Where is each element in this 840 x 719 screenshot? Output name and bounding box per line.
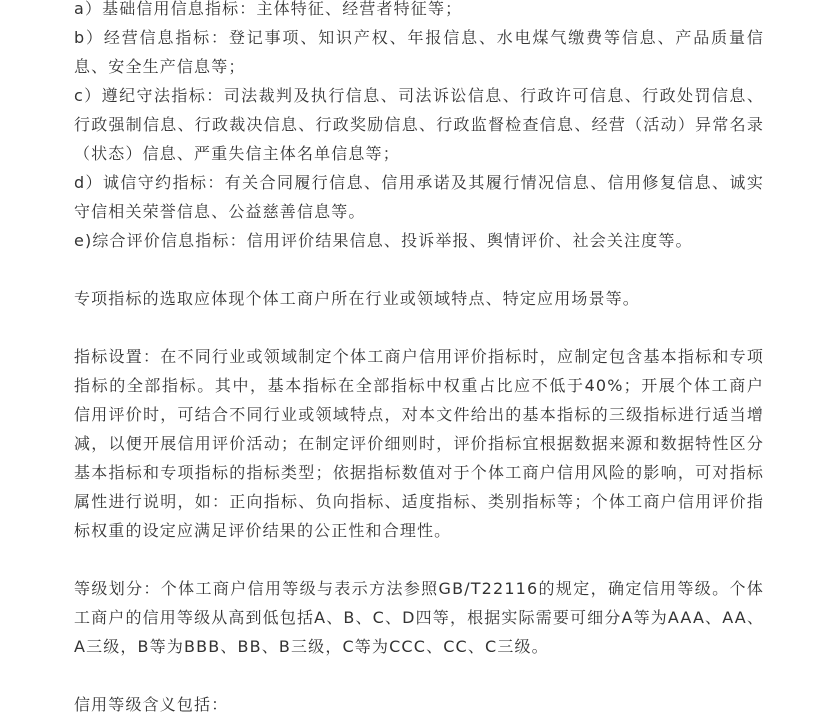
indicator-setting-paragraph: 指标设置：在不同行业或领域制定个体工商户信用评价指标时，应制定包含基本指标和专项指标的全部指标。其中，基本指标在全部指标中权重占比应不低于40%；开展个体工商户信用评价时，可结合不同行业或领域特点，对本文件给出的基本指标的三级指标进行适当增减，以便开展信用评价活动；在制定评价细则时，评价指标宜根据数据来源和数据特性区分基本指标和专项指标的指标类型；依据指标数值对于个体工商户信用风险的影响，可对指标属性进行说明，如：正向指标、负向指标、适度指标、类别指标等；个体工商户信用评价指标权重的设定应满足评价结果的公正性和合理性。	[74, 347, 764, 540]
indicator-item-a: a）基础信用信息指标：主体特征、经营者特征等；	[74, 0, 463, 18]
grade-division-paragraph: 等级划分：个体工商户信用等级与表示方法参照GB/T22116的规定，确定信用等级。个体工商户的信用等级从高到低包括A、B、C、D四等，根据实际需要可细分A等为AAA、AA、A三级，B等为BBB、BB、B三级，C等为CCC、CC、C三级。	[74, 579, 764, 656]
grade-meaning-intro: 信用等级含义包括：	[74, 695, 229, 714]
indicator-item-e: e)综合评价信息指标：信用评价结果信息、投诉举报、舆情评价、社会关注度等。	[74, 231, 693, 250]
paragraph-spacer	[74, 313, 764, 342]
article-body	[74, 0, 764, 719]
special-indicator-paragraph: 专项指标的选取应体现个体工商户所在行业或领域特点、特定应用场景等。	[74, 289, 640, 308]
indicator-item-d: d）诚信守约指标：有关合同履行信息、信用承诺及其履行情况信息、信用修复信息、诚实守信相关荣誉信息、公益慈善信息等。	[74, 173, 764, 221]
paragraph-spacer	[74, 661, 764, 690]
paragraph-spacer	[74, 255, 764, 284]
indicator-item-b: b）经营信息指标：登记事项、知识产权、年报信息、水电煤气缴费等信息、产品质量信息、安全生产信息等；	[74, 28, 764, 76]
indicator-item-c: c）遵纪守法指标：司法裁判及执行信息、司法诉讼信息、行政许可信息、行政处罚信息、行政强制信息、行政裁决信息、行政奖励信息、行政监督检查信息、经营（活动）异常名录（状态）信息、严重失信主体名单信息等；	[74, 86, 764, 163]
paragraph-spacer	[74, 545, 764, 574]
